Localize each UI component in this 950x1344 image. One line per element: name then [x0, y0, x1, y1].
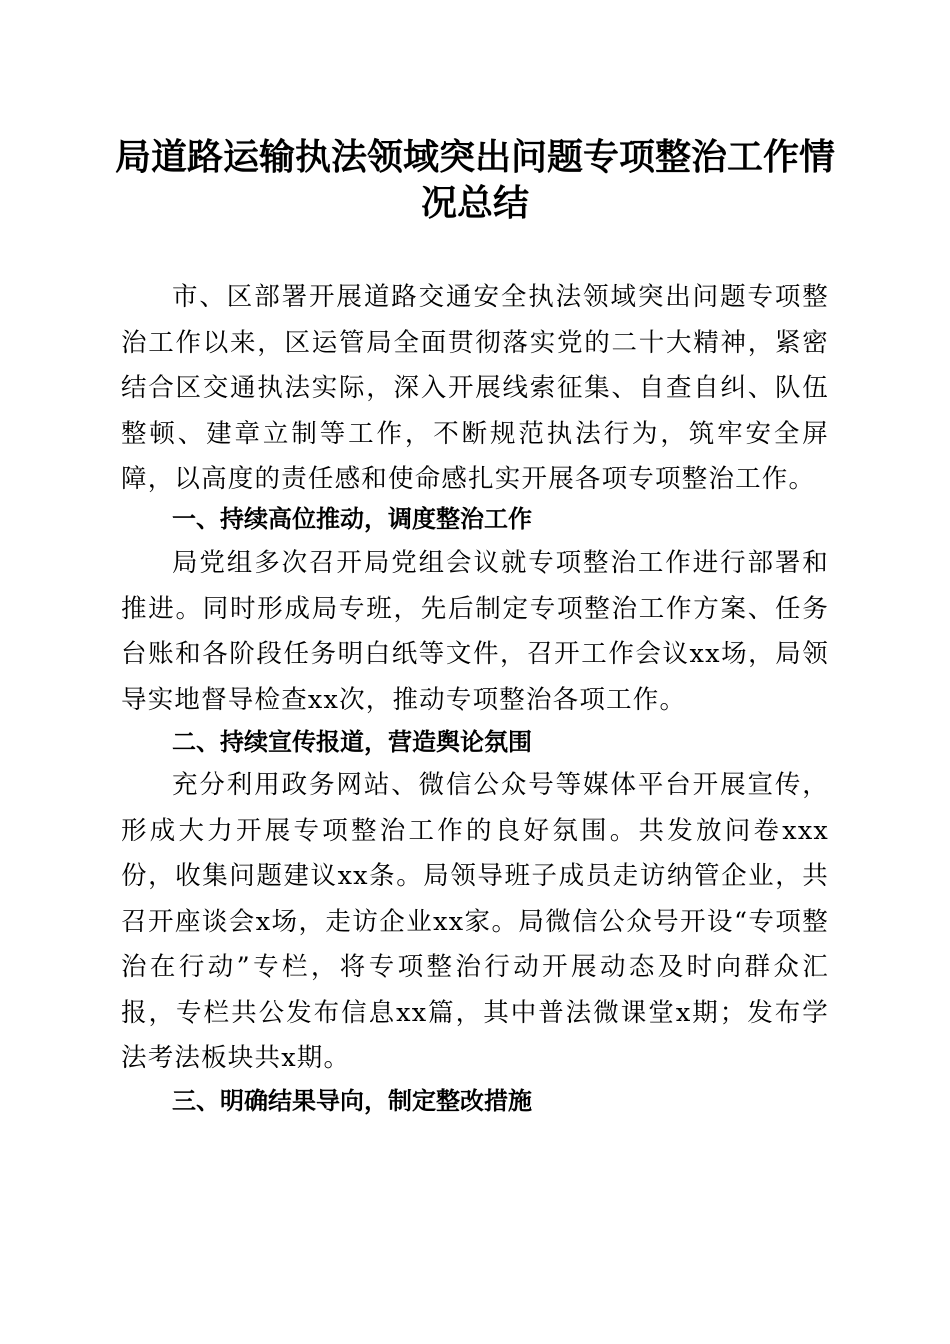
section-3-heading: 三、明确结果导向，制定整改措施	[172, 1087, 532, 1115]
intro-paragraph: 市、区部署开展道路交通安全执法领域突出问题专项整治工作以来，区运管局全面贯彻落实党的二十大精神，紧密结合区交通执法实际，深入开展线索征集、自查自纠、队伍整顿、建章立制等工作，不断规范执法行为，筑牢安全屏障，以高度的责任感和使命感扎实开展各项专项整治工作。	[121, 282, 829, 494]
section-2-heading: 二、持续宣传报道，营造舆论氛围	[172, 728, 532, 756]
section-1-paragraph: 局党组多次召开局党组会议就专项整治工作进行部署和推进。同时形成局专班，先后制定专项整治工作方案、任务台账和各阶段任务明白纸等文件，召开工作会议xx场，局领导实地督导检查xx次，推动专项整治各项工作。	[121, 548, 829, 715]
document-title: 局道路运输执法领域突出问题专项整治工作情况总结	[114, 136, 835, 224]
section-2-paragraph: 充分利用政务网站、微信公众号等媒体平台开展宣传，形成大力开展专项整治工作的良好氛围。共发放问卷xxx份，收集问题建议xx条。局领导班子成员走访纳管企业，共召开座谈会x场，走访企业xx家。局微信公众号开设“专项整治在行动”专栏，将专项整治行动开展动态及时向群众汇报，专栏共公发布信息xx篇，其中普法微课堂x期；发布学法考法板块共x期。	[121, 770, 829, 1073]
section-1-heading: 一、持续高位推动，调度整治工作	[172, 505, 532, 533]
